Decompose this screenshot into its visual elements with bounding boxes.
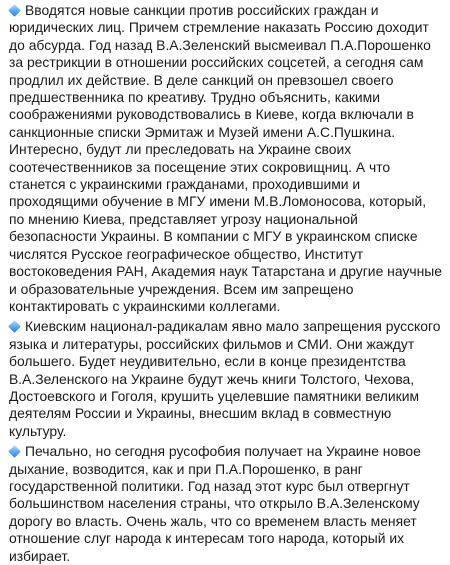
small-blue-diamond-icon xyxy=(8,320,21,333)
paragraph-text: Вводятся новые санкции против российских граждан и юридических лиц. Причем стремление наказать Россию доходит до абсурда. Год назад В.А.Зеленский высмеивал П.А.Порошенко за рестрикции в отношении российских соцсетей, а сегодня сам продлил их действие. В деле санкций он превзошел своего предшественника по креативу. Трудно объяснить, какими соображениями руководствовались в Киеве, когда включали в санкционные списки Эрмитаж и Музей имени А.С.Пушкина. Интересно, будут ли преследовать на Украине своих соотечественников за посещение этих сокровищниц. А что станется с украинскими гражданами, проходившими и проходящими обучение в МГУ имени М.В.Ломоносова, который, по мнению Киева, представляет угрозу национальной безопасности Украины. В компании с МГУ в украинском списке числятся Русское географическое общество, Институт востоковедения РАН, Академия наук Татарстана и другие научные и образовательные учреждения. Всем им запрещено контактировать с украинскими коллегами. xyxy=(9,2,442,314)
paragraph-text: Печально, но сегодня русофобия получает на Украине новое дыхание, возводится, как и при П.А.Порошенко, в ранг государственной политики. Год назад этот курс был отвергнут большинством населения страны, что открыло В.А.Зеленскому дорогу во власть. Очень жаль, что со временем власть меняет отношение слуг народа к интересам того народа, который их избирает. xyxy=(9,443,421,564)
paragraph-sanctions xyxy=(9,2,442,315)
paragraph-text: Киевским национал-радикалам явно мало запрещения русского языка и литературы, российских фильмов и СМИ. Они жаждут большего. Будет неудивительно, если в конце президентства В.А.Зеленского на Украине будут жечь книги Толстого, Чехова, Достоевского и Гоголя, крушить уцелевшие памятники великим деятелям России и Украины, внесшим вклад в совместную культуру. xyxy=(9,318,441,439)
small-blue-diamond-icon xyxy=(8,445,21,458)
paragraph-russophobia xyxy=(9,443,442,565)
small-blue-diamond-icon xyxy=(8,4,21,17)
paragraph-radicals xyxy=(9,318,442,440)
